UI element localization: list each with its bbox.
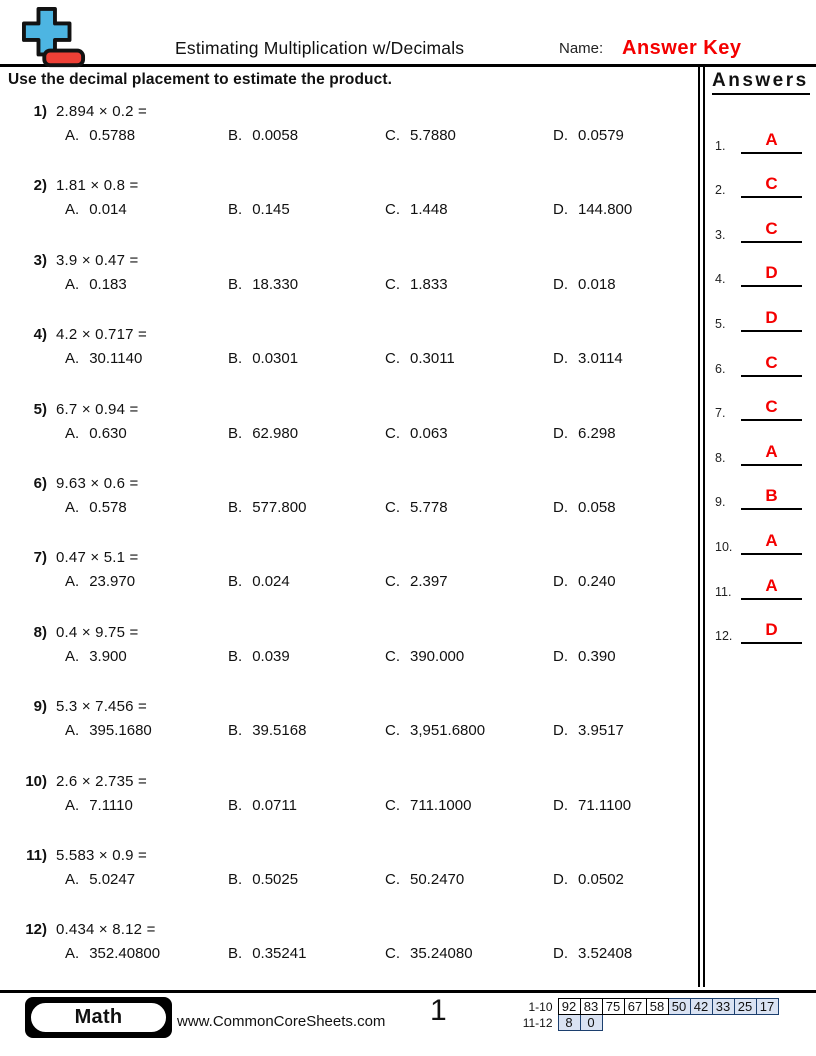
option-a-value: 0.183 [89, 275, 127, 293]
problem [8, 400, 698, 474]
answer-item [705, 378, 816, 423]
option-d-letter: D. [553, 870, 568, 888]
problem-list [8, 102, 698, 995]
answers-title: Answers [712, 70, 810, 95]
problem-question-line [8, 325, 698, 344]
option-d-value: 71.1100 [578, 796, 632, 814]
answer-number: 8. [715, 450, 726, 465]
option-c [385, 276, 553, 293]
option-c [385, 201, 553, 218]
option-b-letter: B. [228, 127, 243, 144]
answer-list [705, 110, 816, 645]
page-title: Estimating Multiplication w/Decimals [175, 38, 465, 58]
option-b [228, 945, 385, 962]
answer-number: 4. [715, 272, 726, 287]
problem [8, 325, 698, 399]
option-d-letter: D. [553, 573, 568, 591]
option-a-letter: A. [65, 870, 80, 888]
option-d-value: 0.0579 [578, 127, 624, 144]
option-c-value: 0.3011 [410, 350, 455, 368]
option-c-letter: C. [385, 796, 400, 814]
option-a-value: 0.014 [89, 201, 127, 219]
option-c [385, 945, 553, 962]
score-row [518, 999, 778, 1015]
problem-question-line [8, 623, 698, 642]
option-a [65, 127, 228, 144]
option-b-letter: B. [228, 573, 243, 591]
option-d-letter: D. [553, 647, 568, 665]
option-a [65, 871, 228, 888]
option-c-value: 50.2470 [410, 870, 465, 888]
problem-expression: 2.894 × 0.2 = [56, 103, 148, 120]
problem-number: 11) [26, 846, 47, 864]
answer-number: 1. [715, 138, 726, 153]
option-b [228, 797, 385, 814]
option-c-value: 5.7880 [410, 127, 456, 144]
option-a-letter: A. [65, 796, 80, 814]
problem-expression: 5.3 × 7.456 = [56, 698, 148, 716]
answer-item [705, 155, 816, 200]
option-c-value: 711.1000 [410, 796, 472, 814]
option-a [65, 797, 228, 814]
option-b [228, 350, 385, 367]
problem-expression: 0.4 × 9.75 = [56, 623, 139, 641]
option-d-letter: D. [553, 127, 568, 144]
option-c [385, 573, 553, 590]
problems-area [0, 67, 698, 987]
option-c-letter: C. [385, 945, 400, 963]
answer-number: 7. [715, 406, 726, 421]
answer-blank-line [741, 487, 802, 510]
header [0, 0, 816, 67]
option-c-letter: C. [385, 498, 400, 516]
answer-blank-line [741, 532, 802, 555]
option-b-value: 0.024 [252, 573, 290, 591]
problem-options [8, 871, 698, 888]
problem [8, 697, 698, 771]
website-url: www.CommonCoreSheets.com [177, 1013, 386, 1030]
option-b-value: 0.0711 [252, 796, 297, 814]
option-b-letter: B. [228, 201, 243, 219]
option-c-value: 1.448 [410, 201, 448, 219]
option-a-letter: A. [65, 424, 80, 442]
problem-expression: 0.47 × 5.1 = [56, 549, 139, 567]
problem-question-line [8, 474, 698, 493]
option-b [228, 648, 385, 665]
score-cell: 50 [668, 999, 690, 1015]
option-c-letter: C. [385, 647, 400, 665]
option-d-letter: D. [553, 424, 568, 442]
problem-expression: 9.63 × 0.6 = [56, 474, 139, 492]
option-d [553, 945, 698, 962]
answer-item [705, 110, 816, 155]
problem-options [8, 945, 698, 962]
option-a-value: 0.5788 [89, 127, 136, 144]
option-b [228, 499, 385, 516]
score-cell: 8 [558, 1015, 580, 1031]
option-d [553, 127, 698, 144]
problem-number: 4) [33, 326, 47, 344]
problem [8, 772, 698, 846]
option-a-value: 5.0247 [89, 870, 136, 888]
answer-number: 5. [715, 316, 726, 331]
option-a-value: 352.40800 [89, 945, 161, 963]
option-a [65, 276, 228, 293]
problem-options [8, 425, 698, 442]
option-d [553, 276, 698, 293]
option-d [553, 722, 698, 739]
option-c [385, 648, 553, 665]
instruction-text: Use the decimal placement to estimate the product. [8, 71, 392, 88]
option-c-value: 35.24080 [410, 945, 473, 963]
option-b [228, 425, 385, 442]
option-c [385, 871, 553, 888]
answer-key-label: Answer Key [622, 37, 742, 59]
score-cell: 58 [646, 999, 668, 1015]
problem-number: 12) [25, 921, 47, 939]
score-cell: 42 [690, 999, 712, 1015]
option-b-value: 0.0301 [252, 350, 299, 368]
answer-letter: C [765, 397, 778, 417]
score-cell: 83 [580, 999, 602, 1015]
math-subject-label: Math [29, 1001, 168, 1034]
score-row-label: 1-10 [528, 999, 553, 1014]
problem-options [8, 648, 698, 665]
problem [8, 176, 698, 250]
option-a-value: 23.970 [89, 573, 136, 591]
answer-blank-line [741, 175, 802, 198]
problem [8, 846, 698, 920]
problem-number: 10) [25, 772, 47, 790]
option-b-value: 0.039 [252, 647, 290, 665]
problem-question-line [8, 548, 698, 567]
problem-question-line [8, 846, 698, 865]
problem-options [8, 350, 698, 367]
page-number: 1 [430, 994, 447, 1027]
option-c [385, 499, 553, 516]
option-c-value: 3,951.6800 [410, 722, 486, 740]
option-d [553, 648, 698, 665]
option-c [385, 797, 553, 814]
option-a [65, 499, 228, 516]
option-c-letter: C. [385, 722, 400, 740]
answer-number: 12. [715, 629, 733, 644]
answer-letter: A [765, 129, 778, 149]
option-a-value: 395.1680 [89, 722, 152, 740]
option-b-value: 18.330 [252, 275, 299, 293]
problem-expression: 4.2 × 0.717 = [56, 326, 148, 344]
option-d [553, 871, 698, 888]
answer-blank-line [741, 264, 802, 287]
option-a-letter: A. [65, 945, 80, 963]
answer-number: 3. [715, 227, 726, 242]
problem-number: 9) [33, 698, 47, 716]
answer-item [705, 601, 816, 646]
answer-blank-line [741, 309, 802, 332]
option-d-value: 3.52408 [578, 945, 633, 963]
problem-question-line [8, 772, 698, 791]
score-cell: 75 [602, 999, 624, 1015]
problem-question-line [8, 251, 698, 270]
option-d-letter: D. [553, 350, 568, 368]
answer-letter: C [765, 174, 778, 194]
option-c-value: 390.000 [410, 647, 465, 665]
option-b-letter: B. [228, 275, 243, 293]
problem-expression: 6.7 × 0.94 = [56, 400, 139, 418]
answer-item [705, 511, 816, 556]
answer-blank-line [741, 621, 802, 644]
answer-blank-line [741, 354, 802, 377]
option-a-value: 7.1110 [89, 796, 133, 814]
problem-number: 6) [33, 474, 47, 492]
option-b [228, 573, 385, 590]
option-d-value: 0.390 [578, 647, 616, 665]
option-b-letter: B. [228, 722, 243, 740]
option-b-value: 62.980 [252, 424, 299, 442]
option-c [385, 722, 553, 739]
problem-options [8, 499, 698, 516]
problem-options [8, 797, 698, 814]
option-d-letter: D. [553, 945, 568, 963]
answers-column [705, 67, 816, 987]
option-d [553, 573, 698, 590]
problem-number: 7) [33, 549, 47, 567]
answer-letter: A [765, 575, 778, 595]
option-c-value: 1.833 [410, 275, 448, 293]
option-d-letter: D. [553, 275, 568, 293]
option-c-value: 5.778 [410, 498, 448, 516]
score-cell: 17 [756, 999, 778, 1015]
option-c-letter: C. [385, 201, 400, 219]
problem-expression: 2.6 × 2.735 = [56, 772, 148, 790]
option-b-value: 39.5168 [252, 722, 307, 740]
option-c-letter: C. [385, 275, 400, 293]
answer-letter: A [765, 530, 778, 550]
option-a-letter: A. [65, 722, 80, 740]
answer-number: 10. [715, 539, 733, 554]
score-row [518, 1015, 778, 1031]
option-a-letter: A. [65, 573, 80, 591]
answer-letter: D [765, 620, 778, 640]
problem [8, 251, 698, 325]
answer-number: 9. [715, 495, 726, 510]
answer-number: 2. [715, 183, 726, 198]
problem [8, 920, 698, 994]
option-d-value: 3.9517 [578, 722, 624, 740]
problem [8, 548, 698, 622]
option-b-letter: B. [228, 647, 243, 665]
score-cell: 33 [712, 999, 734, 1015]
option-d [553, 797, 698, 814]
problem-question-line [8, 102, 698, 121]
option-d-letter: D. [553, 201, 568, 219]
option-d-value: 144.800 [578, 201, 633, 219]
answer-number: 11. [715, 584, 732, 599]
option-a [65, 350, 228, 367]
answer-blank-line [741, 398, 802, 421]
option-a [65, 201, 228, 218]
option-c [385, 127, 553, 144]
option-c-value: 0.063 [410, 424, 448, 442]
problem-options [8, 276, 698, 293]
option-a [65, 648, 228, 665]
problem-expression: 1.81 × 0.8 = [56, 177, 139, 195]
option-a-value: 0.578 [89, 498, 127, 516]
footer [0, 990, 816, 1056]
problem-question-line [8, 920, 698, 939]
score-cell: 25 [734, 999, 756, 1015]
name-label: Name: [559, 40, 604, 57]
option-b-letter: B. [228, 870, 243, 888]
option-a [65, 722, 228, 739]
answer-item [705, 288, 816, 333]
answer-item [705, 244, 816, 289]
option-b [228, 276, 385, 293]
score-row-label: 11-12 [522, 1015, 553, 1030]
problem-options [8, 573, 698, 590]
option-b-letter: B. [228, 424, 243, 442]
option-a-letter: A. [65, 127, 80, 144]
option-d [553, 499, 698, 516]
option-d [553, 201, 698, 218]
option-c-letter: C. [385, 350, 400, 368]
option-b-value: 577.800 [252, 498, 307, 516]
problem-options [8, 722, 698, 739]
answer-letter: C [765, 352, 778, 372]
option-d-value: 0.0502 [578, 870, 624, 888]
option-d-letter: D. [553, 722, 568, 740]
problem-number: 1) [33, 103, 47, 120]
option-d-value: 0.058 [578, 498, 616, 516]
problem [8, 474, 698, 548]
problem-expression: 5.583 × 0.9 = [56, 846, 148, 864]
option-a-value: 30.1140 [89, 350, 143, 368]
answer-item [705, 467, 816, 512]
answer-blank-line [741, 443, 802, 466]
commoncoresheets-logo-icon [20, 6, 88, 75]
option-d-letter: D. [553, 498, 568, 516]
option-c [385, 350, 553, 367]
problem-question-line [8, 400, 698, 419]
option-b-value: 0.0058 [252, 127, 299, 144]
option-a-value: 0.630 [89, 424, 127, 442]
problem-options [8, 127, 698, 144]
problem-number: 2) [33, 177, 47, 195]
option-c-value: 2.397 [410, 573, 448, 591]
option-a-value: 3.900 [89, 647, 127, 665]
answer-letter: D [765, 263, 778, 283]
answers-column-divider [698, 67, 705, 987]
option-d [553, 350, 698, 367]
option-c-letter: C. [385, 424, 400, 442]
option-c-letter: C. [385, 127, 400, 144]
problem [8, 623, 698, 697]
answer-letter: A [765, 441, 778, 461]
answer-blank-line [741, 577, 802, 600]
option-a [65, 945, 228, 962]
answer-number: 6. [715, 361, 726, 376]
problem-question-line [8, 697, 698, 716]
option-a-letter: A. [65, 201, 80, 219]
problem-number: 3) [33, 251, 47, 269]
option-a-letter: A. [65, 647, 80, 665]
problem-expression: 0.434 × 8.12 = [56, 921, 156, 939]
answer-letter: C [765, 218, 778, 238]
option-a-letter: A. [65, 498, 80, 516]
problem-expression: 3.9 × 0.47 = [56, 251, 139, 269]
option-b [228, 201, 385, 218]
option-b-letter: B. [228, 498, 243, 516]
option-b [228, 871, 385, 888]
option-d-value: 3.0114 [578, 350, 623, 368]
problem-options [8, 201, 698, 218]
option-a-letter: A. [65, 350, 80, 368]
option-d-value: 0.018 [578, 275, 616, 293]
option-d-value: 6.298 [578, 424, 616, 442]
option-c-letter: C. [385, 870, 400, 888]
score-cell: 0 [580, 1015, 602, 1031]
option-b-value: 0.145 [252, 201, 290, 219]
option-b-letter: B. [228, 350, 243, 368]
answer-item [705, 422, 816, 467]
score-table [518, 998, 779, 1031]
option-c [385, 425, 553, 442]
problem-number: 8) [33, 623, 47, 641]
answer-blank-line [741, 220, 802, 243]
option-b-value: 0.35241 [252, 945, 307, 963]
option-a-letter: A. [65, 275, 80, 293]
option-d [553, 425, 698, 442]
answer-item [705, 556, 816, 601]
problem [8, 102, 698, 176]
option-d-letter: D. [553, 796, 568, 814]
score-cell: 67 [624, 999, 646, 1015]
option-b [228, 722, 385, 739]
answer-item [705, 333, 816, 378]
option-b [228, 127, 385, 144]
problem-number: 5) [33, 400, 47, 418]
option-a [65, 573, 228, 590]
option-d-value: 0.240 [578, 573, 616, 591]
answer-letter: B [765, 486, 778, 506]
answer-blank-line [741, 131, 802, 154]
option-b-value: 0.5025 [252, 870, 299, 888]
math-subject-badge [25, 997, 172, 1038]
score-cell: 92 [558, 999, 580, 1015]
answer-item [705, 199, 816, 244]
option-b-letter: B. [228, 796, 243, 814]
option-a [65, 425, 228, 442]
answer-letter: D [765, 307, 778, 327]
problem-question-line [8, 176, 698, 195]
option-c-letter: C. [385, 573, 400, 591]
worksheet-body [0, 67, 816, 987]
option-b-letter: B. [228, 945, 243, 963]
